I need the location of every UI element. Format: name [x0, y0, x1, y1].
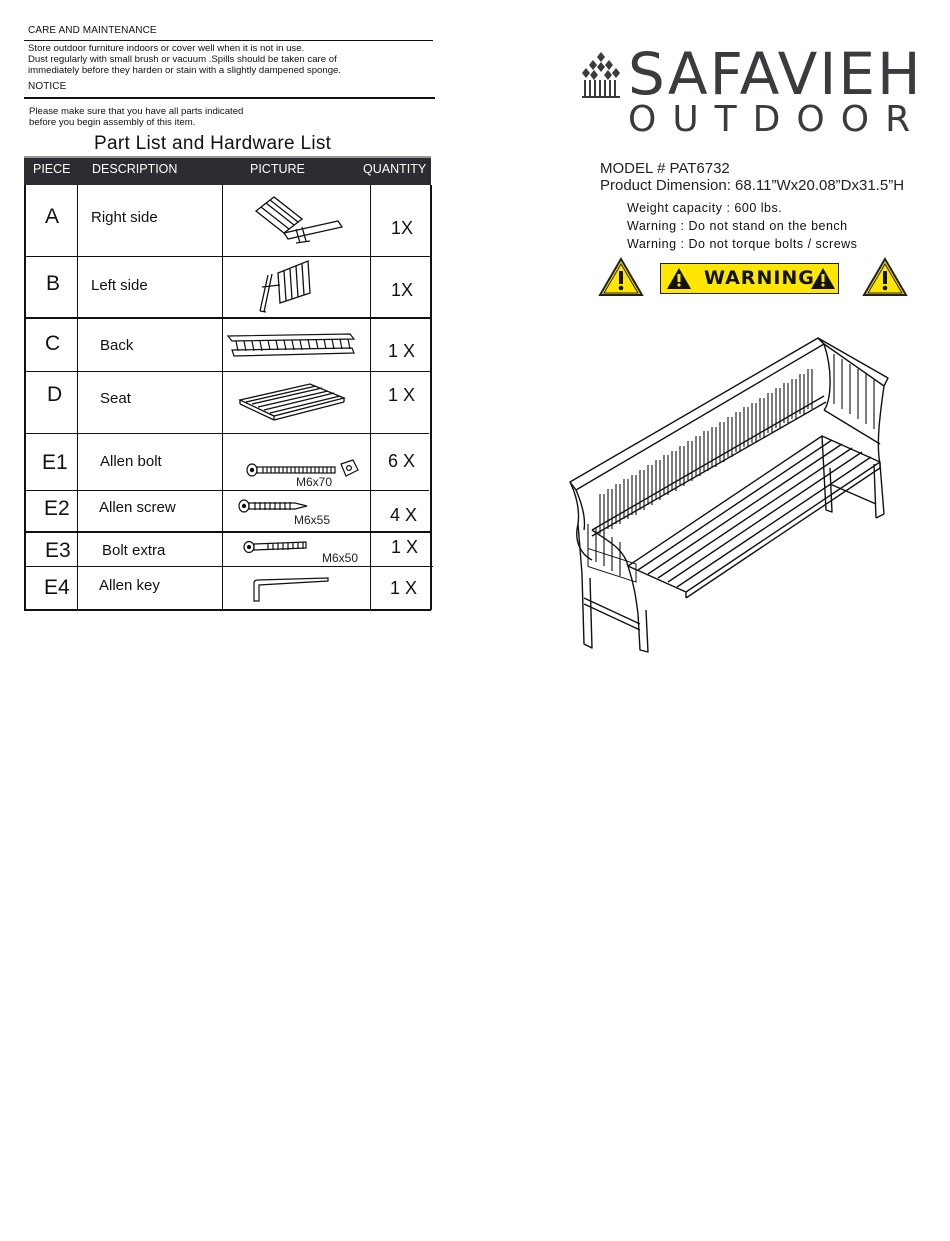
parts-table-title: Part List and Hardware List: [94, 133, 332, 154]
grid-line: [222, 185, 223, 610]
row-e1-piece: E1: [42, 451, 68, 474]
notice-text: [29, 106, 243, 128]
row-a-quantity: 1X: [391, 218, 414, 238]
row-c-quantity: 1 X: [388, 341, 416, 361]
notice-title: NOTICE: [28, 81, 67, 92]
warning-small-left-icon: [666, 267, 692, 290]
row-e3-piece: E3: [45, 539, 71, 562]
row-e2-piece: E2: [44, 497, 70, 520]
row-a-description: Right side: [91, 209, 158, 226]
warning-small-right-icon: [810, 267, 836, 290]
care-line: immediately before they harden or stain with a slightly dampened sponge.: [28, 65, 342, 76]
grid-line: [24, 609, 431, 611]
care-text: [28, 43, 341, 76]
row-b-description: Left side: [91, 277, 148, 294]
row-e2-quantity: 4 X: [390, 505, 418, 525]
row-c-piece: C: [45, 332, 61, 355]
grid-line: [24, 371, 431, 372]
warning-badge: [660, 263, 839, 294]
row-e4-piece: E4: [44, 576, 70, 599]
extra-bolt-icon: [242, 539, 310, 555]
header-picture: PICTURE: [250, 162, 305, 176]
care-line: Dust regularly with small brush or vacuum .Spills should be taken care of: [28, 54, 337, 65]
row-b-piece: B: [46, 272, 61, 295]
bench-illustration: [562, 334, 896, 658]
grid-line: [77, 185, 78, 610]
row-d-quantity: 1 X: [388, 385, 416, 405]
row-e4-quantity: 1 X: [390, 578, 418, 598]
row-e2-description: Allen screw: [99, 499, 176, 516]
grid-line: [24, 433, 429, 434]
grid-line: [24, 185, 26, 610]
warning-badge-label: WARNING: [704, 267, 815, 289]
grid-line: [24, 531, 431, 533]
row-a-piece: A: [45, 205, 60, 228]
allen-bolt-icon: [245, 458, 361, 480]
warning-stand: Warning : Do not stand on the bench: [627, 219, 848, 233]
notice-line: before you begin assembly of this item.: [29, 117, 196, 128]
parts-table-header: [24, 156, 431, 185]
grid-line: [24, 490, 429, 491]
grid-line: [24, 566, 433, 567]
grid-line: [370, 185, 371, 610]
row-e1-quantity: 6 X: [388, 451, 416, 471]
allen-key-icon: [252, 577, 332, 605]
row-e1-description: Allen bolt: [100, 453, 162, 470]
header-description: DESCRIPTION: [92, 162, 178, 176]
product-dimension: Product Dimension: 68.11”Wx20.08”Dx31.5”H: [600, 177, 905, 194]
warning-torque: Warning : Do not torque bolts / screws: [627, 237, 858, 251]
brand-subtitle: OUTDOOR: [628, 99, 927, 140]
row-e3-spec: M6x50: [322, 551, 359, 565]
header-piece: PIECE: [33, 162, 71, 176]
header-quantity: QUANTITY: [363, 162, 427, 176]
model-number: MODEL # PAT6732: [600, 160, 730, 177]
right-side-panel-icon: [252, 193, 346, 247]
back-rest-icon: [226, 330, 358, 358]
row-e4-description: Allen key: [99, 577, 160, 594]
warning-triangle-icon: [862, 257, 908, 297]
row-b-quantity: 1X: [391, 280, 414, 300]
row-c-description: Back: [100, 337, 134, 354]
grid-line: [430, 185, 432, 610]
row-d-piece: D: [47, 383, 63, 406]
brand-name: SAFAVIEH: [628, 40, 923, 108]
row-e1-spec: M6x70: [296, 475, 333, 489]
grid-line: [24, 256, 431, 257]
notice-line: Please make sure that you have all parts indicated: [29, 106, 244, 117]
care-line: Store outdoor furniture indoors or cover well when it is not in use.: [28, 43, 305, 54]
warning-triangle-icon: [598, 257, 644, 297]
allen-screw-icon: [237, 498, 309, 516]
left-side-panel-icon: [256, 259, 316, 315]
notice-divider: [24, 97, 435, 99]
grid-line: [24, 317, 431, 319]
seat-icon: [238, 380, 348, 422]
care-title: CARE AND MAINTENANCE: [28, 25, 157, 36]
row-e3-quantity: 1 X: [391, 537, 419, 557]
row-e2-spec: M6x55: [294, 513, 331, 527]
care-divider: [24, 40, 433, 41]
safavieh-logo-icon: [580, 50, 622, 100]
row-d-description: Seat: [100, 390, 131, 407]
row-e3-description: Bolt extra: [102, 542, 166, 559]
weight-capacity: Weight capacity : 600 lbs.: [627, 201, 783, 215]
